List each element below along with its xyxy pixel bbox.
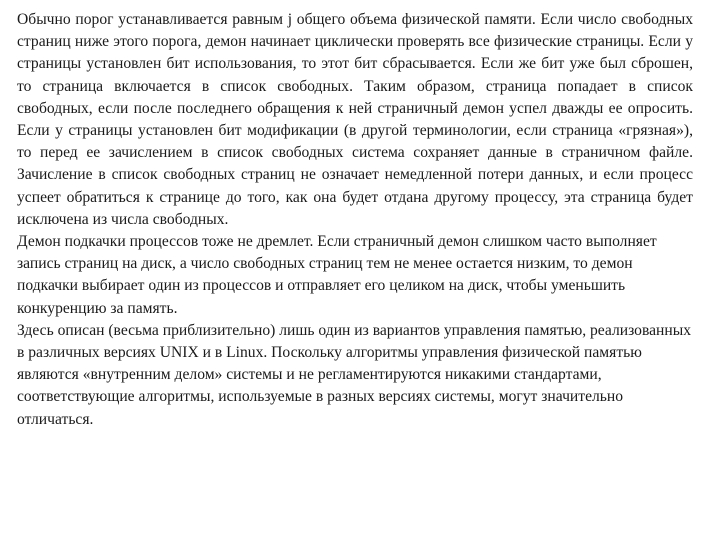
document-text: [17, 9, 693, 431]
paragraph-page-threshold: Обычно порог устанавливается равным j общего объема физической памяти. Если число свободных страниц ниже этого порога, демон начинает циклически проверять все физические страницы. Если у страницы установлен бит использования, то этот бит сбрасывается. Если же бит уже был сброшен, то страница включается в список свободных. Таким образом, страница попадает в список свободных, если после последнего обращения к ней страничный демон успел дважды ее опросить. Если у страницы установлен бит модификации (в другой терминологии, если страница «грязная»), то перед ее зачислением в список свободных система сохраняет данные в страничном файле. Зачисление в список свободных страниц не означает немедленной потери данных, и если процесс успеет обратиться к странице до того, как она будет отдана другому процессу, эта страница будет исключена из числа свободных.: [17, 11, 693, 228]
paragraph-memory-management-note: Здесь описан (весьма приблизительно) лишь один из вариантов управления памятью, реализованных в различных версиях UNIX и в Linux. Поскольку алгоритмы управления физической памятью являются «внутренним делом» системы и не регламентируются никакими стандартами, соответствующие алгоритмы, используемые в разных версиях системы, могут значительно отличаться.: [17, 321, 692, 428]
paragraph-swap-daemon: Демон подкачки процессов тоже не дремлет. Если страничный демон слишком часто выполняет запись страниц на диск, а число свободных страниц тем не менее остается низким, то демон подкачки выбирает один из процессов и отправляет его целиком на диск, чтобы уменьшить конкуренцию за память.: [17, 233, 657, 317]
